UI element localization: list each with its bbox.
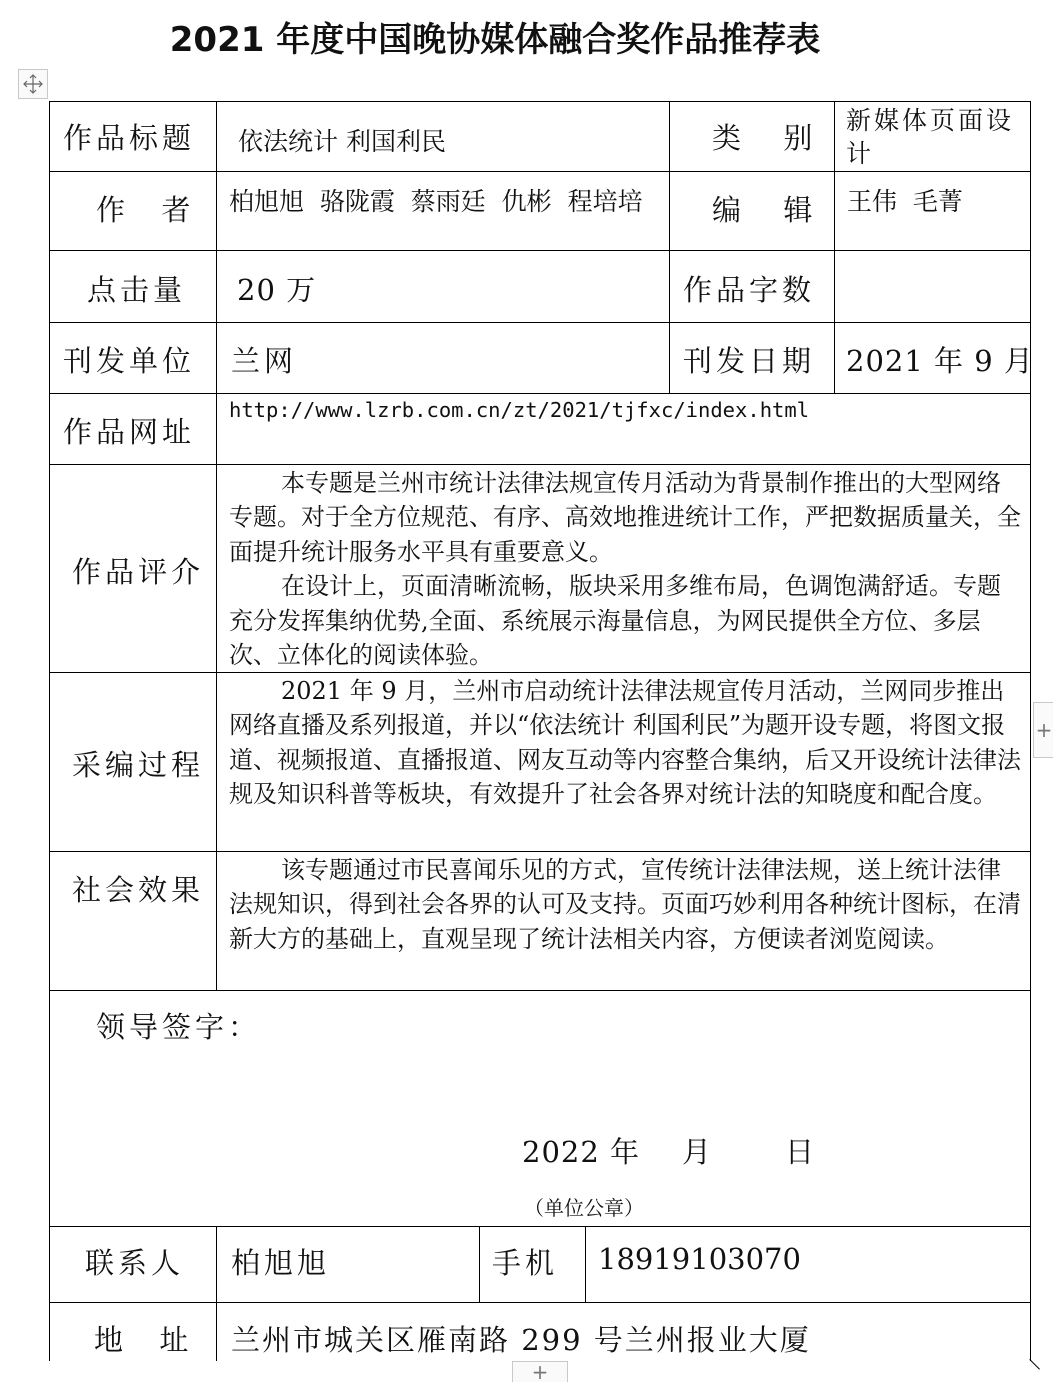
effect-text [229,853,1021,956]
publisher-label: 刊发单位 [63,344,196,378]
effect-label: 社会效果 [72,873,205,907]
category-value: 新媒体页面设计 [846,106,1015,168]
evaluation-paragraph: 本专题是兰州市统计法律法规宣传月活动为背景制作推出的大型网络专题。对于全方位规范、有序、高效地推进统计工作，严把数据质量关，全面提升统计服务水平具有重要意义。 [229,469,1021,566]
seal-note: （单位公章） [524,1196,644,1220]
contact-value: 柏旭旭 [231,1246,331,1280]
process-text [229,674,1021,812]
work-title-label: 作品标题 [63,121,196,155]
resize-handle[interactable] [1030,1359,1044,1373]
page-title: 2021 年度中国晚协媒体融合奖作品推荐表 [169,20,821,60]
clicks-label: 点击量 [87,273,187,307]
url-value: http://www.lzrb.com.cn/zt/2021/tjfxc/index.html [229,398,810,422]
authors-value: 柏旭旭 骆陇霞 蔡雨廷 仇彬 程培培 [229,187,643,216]
plus-icon[interactable]: + [512,1361,568,1382]
evaluation-label: 作品评介 [72,555,205,589]
evaluation-paragraph: 在设计上，页面清晰流畅，版块采用多维布局，色调饱满舒适。专题充分发挥集纳优势,全面、系统展示海量信息，为网民提供全方位、多层次、立体化的阅读体验。 [229,572,1001,670]
evaluation-text [229,466,1021,672]
contact-label: 联系人 [85,1246,185,1280]
phone-value: 18919103070 [598,1242,801,1276]
address-value: 兰州市城关区雁南路 299 号兰州报业大厦 [231,1323,811,1357]
publish-date-value: 2021 年 9 月 [846,344,1034,378]
editors-label: 编 辑 [712,193,821,227]
signature-day: 日 [785,1135,819,1169]
category-label: 类 别 [712,121,821,155]
url-label: 作品网址 [63,415,196,449]
editors-value: 王伟 毛菁 [847,187,963,216]
plus-icon[interactable]: + [1033,702,1053,758]
signature-year: 2022 年 [522,1135,641,1169]
move-arrows-icon[interactable] [18,69,48,99]
process-label: 采编过程 [72,748,205,782]
address-label: 地 址 [94,1323,195,1357]
process-paragraph: 2021 年 9 月，兰州市启动统计法律法规宣传月活动，兰网同步推出网络直播及系列报道，并以“依法统计 利国利民”为题开设专题，将图文报道、视频报道、直播报道、网友互动等内容整合集纳，后又开设统计法律法规及知识科普等板块，有效提升了社会各界对统计法的知晓度和配合度。 [229,677,1021,809]
phone-label: 手机 [492,1246,559,1280]
signature-month: 月 [682,1135,716,1169]
cell-wordcount-value [834,250,1031,323]
clicks-value: 20 万 [237,273,317,307]
work-title-value: 依法统计 利国利民 [238,127,446,156]
word-count-label: 作品字数 [683,273,816,307]
publish-date-label: 刊发日期 [683,344,816,378]
publisher-value: 兰网 [231,344,298,378]
authors-label: 作 者 [96,193,197,227]
effect-paragraph: 该专题通过市民喜闻乐见的方式，宣传统计法律法规，送上统计法律法规知识，得到社会各界的认可及支持。页面巧妙利用各种统计图标，在清新大方的基础上，直观呈现了统计法相关内容，方便读者浏览阅读。 [229,856,1021,953]
signature-label: 领导签字： [96,1010,262,1044]
